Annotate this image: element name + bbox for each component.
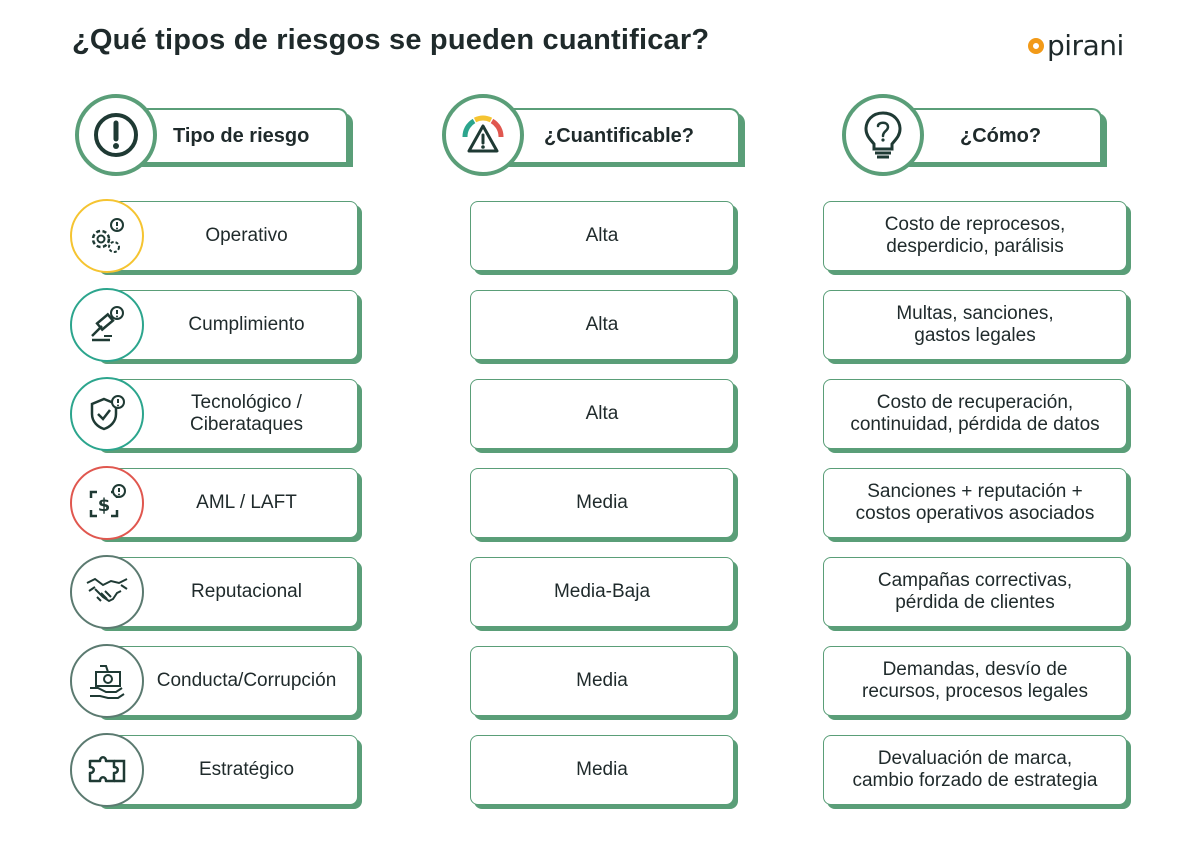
row-how-card	[823, 201, 1127, 271]
svg-text:$: $	[97, 495, 111, 516]
row-quantifiable-card	[470, 468, 734, 538]
header-label-cuantificable: ¿Cuantificable?	[544, 124, 695, 147]
how-description: Costo de reprocesos, desperdicio, parálisis	[884, 214, 1066, 257]
row-quantifiable-card	[470, 646, 734, 716]
row-quantifiable-card	[470, 201, 734, 271]
row-quantifiable-card	[470, 557, 734, 627]
risk-type-label: Conducta/Corrupción	[156, 670, 337, 691]
quantifiable-value: Alta	[585, 314, 619, 335]
money-hand-icon	[70, 644, 144, 718]
row-how-card	[823, 646, 1127, 716]
risk-type-label: Tecnológico / Ciberataques	[189, 392, 304, 435]
header-label-tipo: Tipo de riesgo	[173, 124, 310, 147]
risk-type-label: Cumplimiento	[188, 314, 305, 335]
puzzle-icon	[70, 733, 144, 807]
quantifiable-value: Alta	[585, 225, 619, 246]
gauge-warning-icon	[442, 94, 524, 176]
row-how-card	[823, 557, 1127, 627]
row-how-card	[823, 735, 1127, 805]
header-como	[842, 94, 1104, 190]
risk-type-label: Operativo	[205, 225, 288, 246]
handshake-icon	[70, 555, 144, 629]
how-description: Campañas correctivas, pérdida de clientes	[877, 570, 1073, 613]
page-title: ¿Qué tipos de riesgos se pueden cuantificar?	[72, 24, 710, 56]
how-description: Sanciones + reputación + costos operativos asociados	[855, 481, 1095, 524]
how-description: Costo de recuperación, continuidad, pérdida de datos	[850, 392, 1100, 435]
row-how-card	[823, 379, 1127, 449]
quantifiable-value: Media	[576, 670, 628, 691]
shield-check-alert-icon	[70, 377, 144, 451]
risk-type-label: Reputacional	[191, 581, 302, 602]
quantifiable-value: Media-Baja	[553, 581, 651, 602]
gavel-alert-icon	[70, 288, 144, 362]
how-description: Devaluación de marca, cambio forzado de estrategia	[852, 748, 1098, 791]
how-description: Multas, sanciones, gastos legales	[896, 303, 1054, 346]
pirani-logo	[1028, 27, 1124, 63]
quantifiable-value: Media	[576, 492, 628, 513]
row-quantifiable-card	[470, 735, 734, 805]
logo-ring-icon	[1028, 38, 1044, 54]
quantifiable-value: Media	[576, 759, 628, 780]
risk-type-label: Estratégico	[198, 759, 295, 780]
row-how-card	[823, 468, 1127, 538]
header-label-como: ¿Cómo?	[960, 124, 1042, 147]
exclamation-icon	[75, 94, 157, 176]
row-how-card	[823, 290, 1127, 360]
header-cuantificable	[442, 94, 742, 190]
risk-type-label: AML / LAFT	[196, 492, 297, 513]
lightbulb-question-icon	[842, 94, 924, 176]
quantifiable-value: Alta	[585, 403, 619, 424]
row-quantifiable-card	[470, 379, 734, 449]
gears-alert-icon	[70, 199, 144, 273]
header-tipo-de-riesgo	[75, 94, 350, 190]
how-description: Demandas, desvío de recursos, procesos legales	[862, 659, 1088, 702]
dollar-scan-alert-icon	[70, 466, 144, 540]
logo-text: pirani	[1047, 28, 1124, 62]
row-quantifiable-card	[470, 290, 734, 360]
